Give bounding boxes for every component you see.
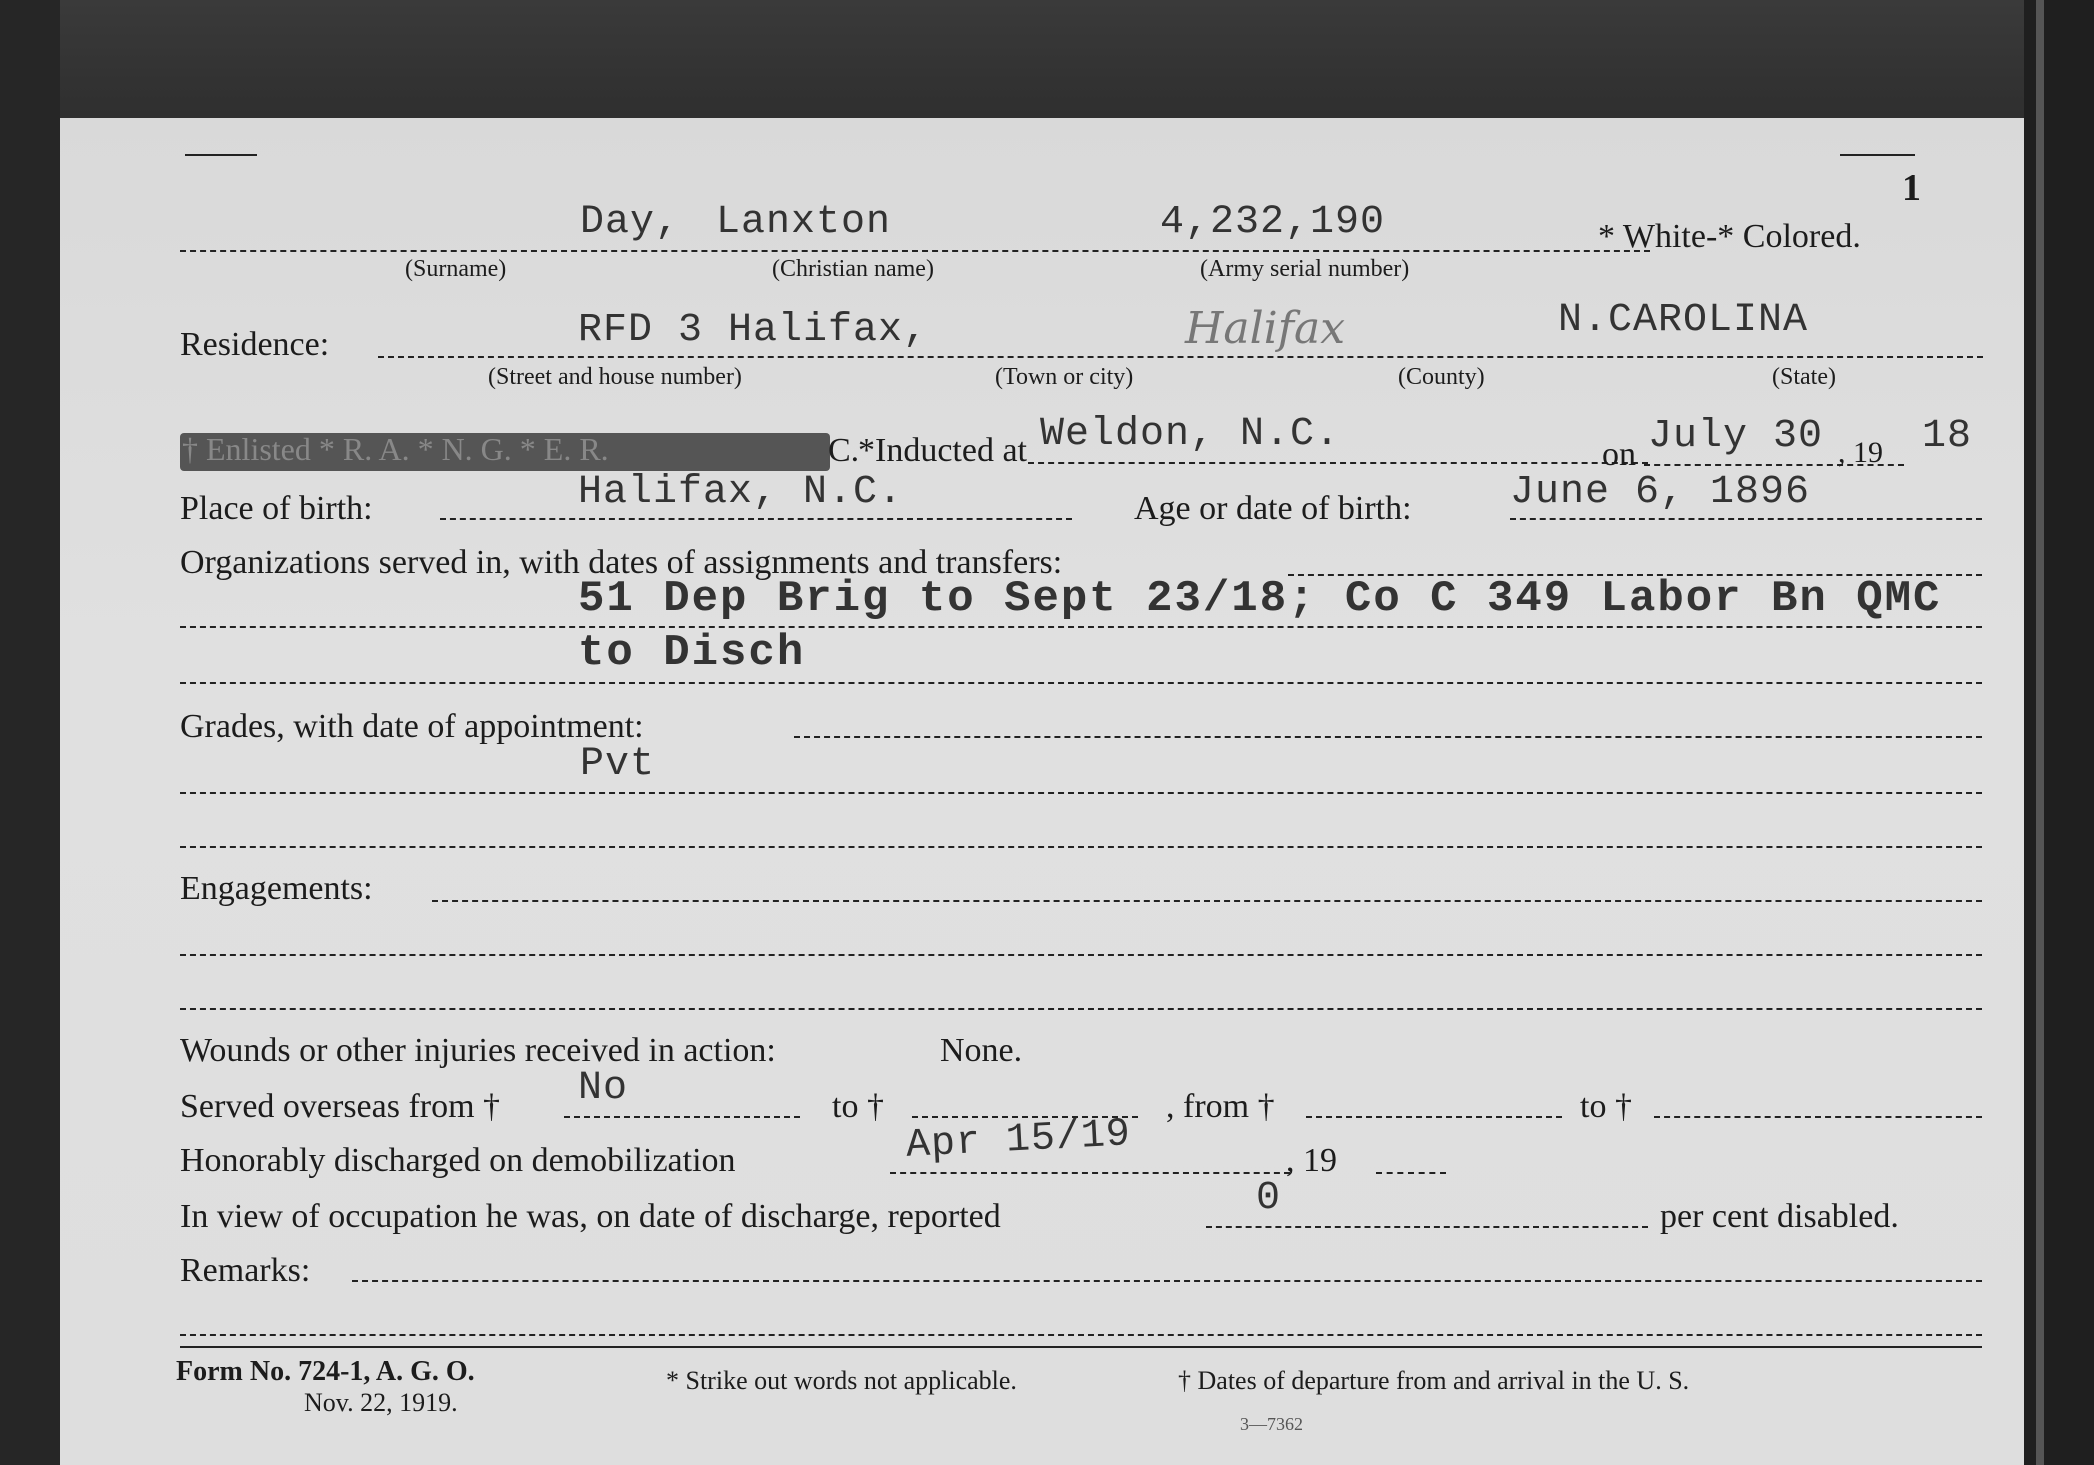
serial-number-caption: (Army serial number) — [1200, 256, 1410, 282]
grades-line-2 — [180, 846, 1982, 848]
age-label: Age or date of birth: — [1134, 490, 1412, 527]
grades-line-0 — [794, 736, 1982, 738]
dark-background-right — [2024, 0, 2094, 1465]
grades-label: Grades, with date of appointment: — [180, 708, 644, 745]
induction-year-value: 18 — [1922, 414, 1973, 459]
dark-background-top — [0, 0, 2094, 125]
printer-stamp: 3—7362 — [1240, 1414, 1303, 1434]
inducted-label: *Inducted at — [858, 432, 1027, 469]
remarks-line-0 — [352, 1280, 1982, 1282]
remarks-label: Remarks: — [180, 1252, 311, 1289]
surname-value: Day, — [580, 200, 681, 245]
form-date: Nov. 22, 1919. — [304, 1388, 458, 1417]
county-caption: (County) — [1398, 364, 1485, 390]
background-edge — [2036, 0, 2044, 1465]
service-record-card — [60, 118, 2024, 1465]
year-prefix: , 19 — [1838, 436, 1883, 469]
discharge-year-line — [1376, 1172, 1446, 1174]
grades-value: Pvt — [580, 742, 656, 787]
struck-text: † Enlisted * R. A. * N. G. * E. R. — [182, 431, 609, 467]
corner-rule-right — [1840, 154, 1915, 156]
organizations-value-line2: to Disch — [578, 628, 806, 678]
overseas-value: No — [578, 1066, 629, 1111]
overseas-to-label: to † — [832, 1088, 884, 1125]
organizations-label: Organizations served in, with dates of assignments and transfers: — [180, 544, 1063, 581]
discharge-label: Honorably discharged on demobilization — [180, 1142, 736, 1179]
name-line — [180, 250, 1650, 252]
county-value: Halifax — [1185, 303, 1346, 354]
discharge-line — [890, 1172, 1290, 1174]
organizations-line-2 — [180, 682, 1982, 684]
corner-rule-left — [185, 154, 257, 156]
overseas-from2-line — [1306, 1116, 1562, 1118]
place-of-birth-label: Place of birth: — [180, 490, 373, 527]
organizations-line-1 — [180, 626, 1982, 628]
serial-number-value: 4,232,190 — [1160, 200, 1386, 245]
disability-line — [1206, 1226, 1648, 1228]
christian-name-value: Lanxton — [716, 200, 892, 245]
age-value: June 6, 1896 — [1510, 470, 1811, 515]
engagements-label: Engagements: — [180, 870, 373, 907]
christian-name-caption: (Christian name) — [772, 256, 934, 282]
overseas-from-line — [564, 1116, 800, 1118]
organizations-value-line1: 51 Dep Brig to Sept 23/18; Co C 349 Labor Bn QMC — [578, 574, 1942, 624]
surname-caption: (Surname) — [405, 256, 507, 282]
engagements-line-2 — [180, 1008, 1982, 1010]
on-label: on — [1602, 436, 1636, 473]
engagements-line-0 — [432, 900, 1982, 902]
footnote-strike-out: * Strike out words not applicable. — [666, 1366, 1017, 1395]
form-number: Form No. 724-1, A. G. O. — [176, 1356, 475, 1387]
street-value: RFD 3 Halifax, — [578, 308, 929, 353]
engagements-line-1 — [180, 954, 1982, 956]
race-options: * White-* Colored. — [1598, 218, 1861, 255]
wounds-value: None. — [940, 1032, 1023, 1069]
struck-tail: C. — [828, 432, 860, 469]
disability-value: 0 — [1256, 1176, 1282, 1221]
card-number: 1 — [1902, 167, 1921, 209]
overseas-to2-label: to † — [1580, 1088, 1632, 1125]
age-line — [1510, 518, 1982, 520]
dark-background-left — [0, 0, 60, 1465]
disability-suffix: per cent disabled. — [1660, 1198, 1899, 1235]
footnote-dates: † Dates of departure from and arrival in the U. S. — [1178, 1366, 1690, 1395]
overseas-label: Served overseas from † — [180, 1088, 501, 1125]
discharge-date-value: Apr 15/19 — [904, 1112, 1133, 1169]
place-of-birth-line — [440, 518, 1072, 520]
residence-line — [378, 356, 1983, 358]
disability-label: In view of occupation he was, on date of discharge, reported — [180, 1198, 1001, 1235]
footer-rule — [180, 1346, 1982, 1348]
remarks-line-1 — [180, 1334, 1982, 1336]
induction-date-value: July 30 — [1648, 414, 1824, 459]
discharge-year-suffix: , 19 — [1286, 1142, 1337, 1179]
overseas-to2-line — [1654, 1116, 1982, 1118]
inducted-place-value: Weldon, N.C. — [1040, 412, 1341, 457]
grades-line-1 — [180, 792, 1982, 794]
street-caption: (Street and house number) — [488, 364, 742, 390]
struck-enlistment-options — [180, 433, 830, 471]
town-caption: (Town or city) — [995, 364, 1134, 390]
inducted-line — [1028, 462, 1648, 464]
overseas-from2-label: , from † — [1166, 1088, 1275, 1125]
residence-label: Residence: — [180, 326, 330, 363]
state-caption: (State) — [1772, 364, 1836, 390]
place-of-birth-value: Halifax, N.C. — [578, 470, 904, 515]
wounds-label: Wounds or other injuries received in action: — [180, 1032, 776, 1069]
state-value: N.CAROLINA — [1558, 298, 1809, 343]
